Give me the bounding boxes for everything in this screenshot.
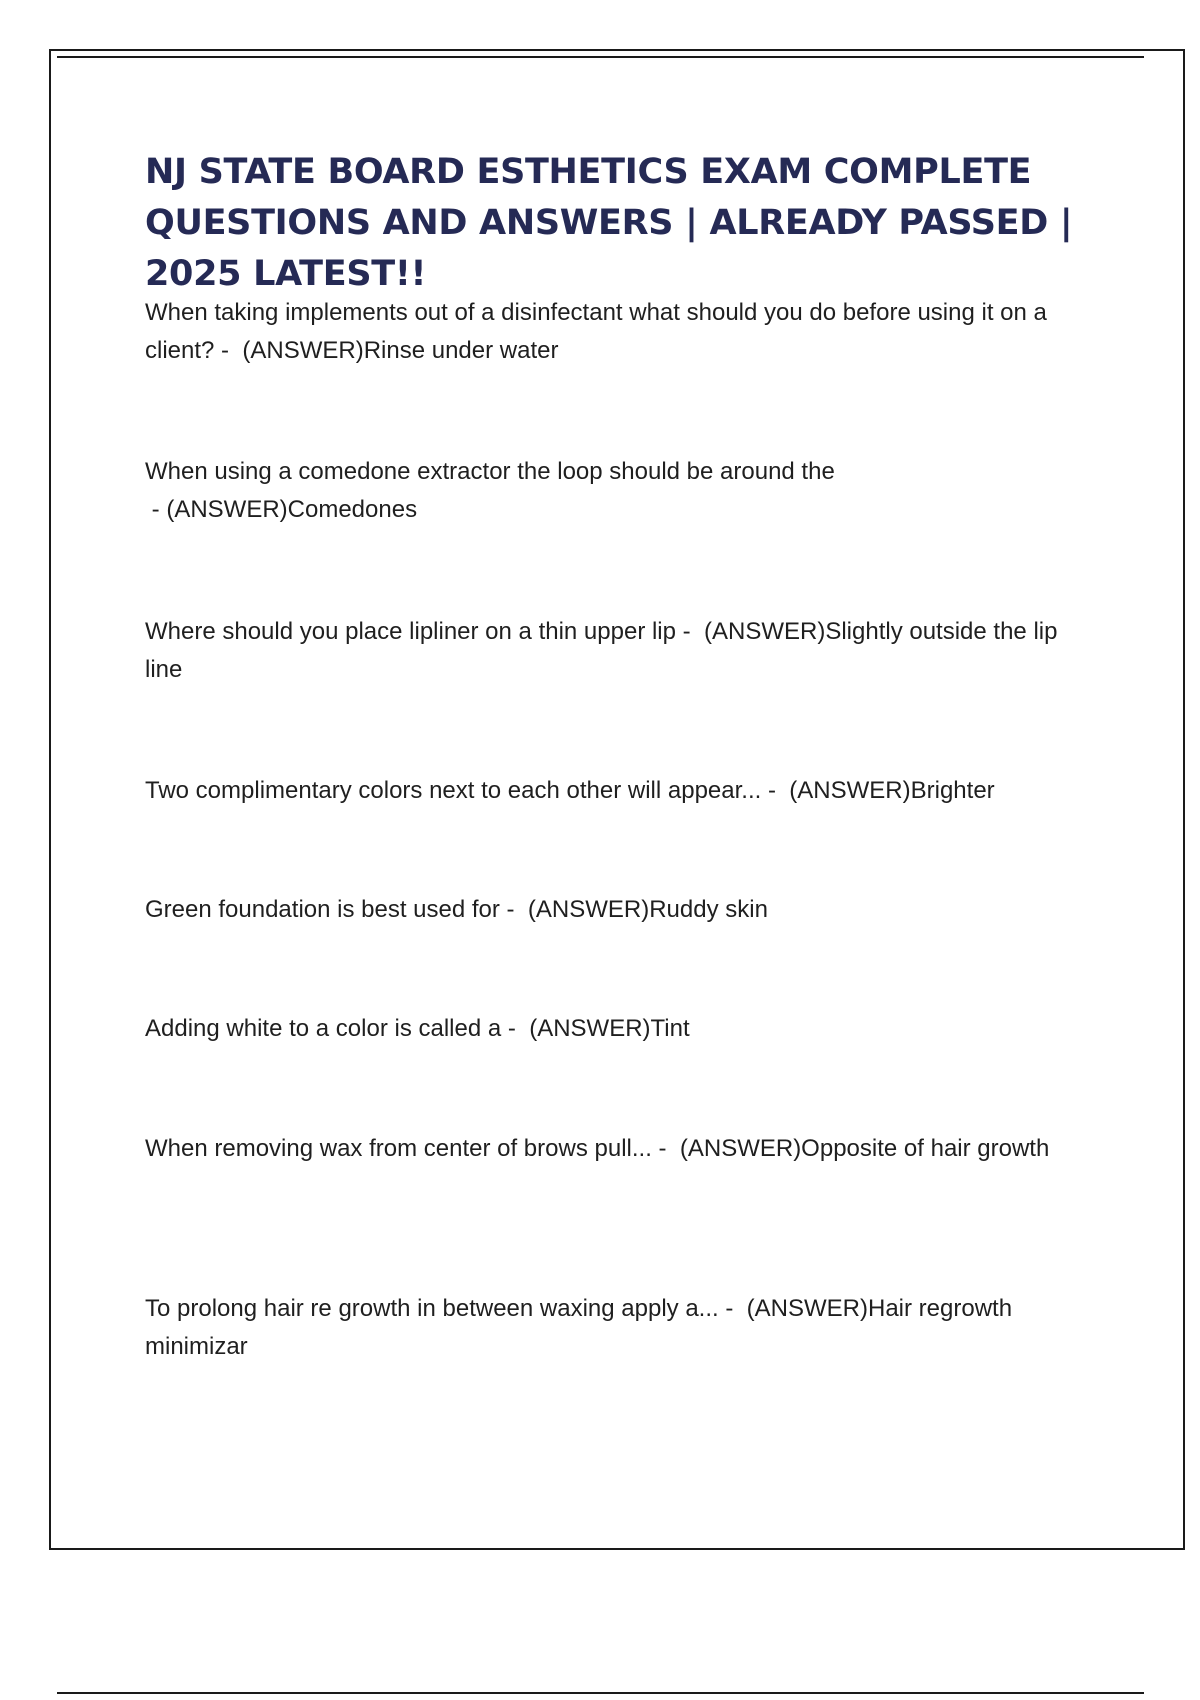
question-text: To prolong hair re growth in between waxing apply a... — [145, 1295, 719, 1322]
answer-text: (ANSWER)Ruddy skin — [527, 896, 768, 923]
qa-item: To prolong hair re growth in between waxing apply a... - (ANSWER)Hair regrowth minimizar — [145, 1295, 1013, 1360]
question-text: When taking implements out of a disinfectant what should you do before using it on a client? — [145, 299, 1047, 364]
answer-text: (ANSWER)Slightly outside the lip line — [145, 618, 1058, 683]
qa-item: Green foundation is best used for - (ANSWER)Ruddy skin — [145, 896, 768, 923]
qa-item: When using a comedone extractor the loop should be around the - (ANSWER)Comedones — [145, 458, 835, 523]
question-text: Adding white to a color is called a — [145, 1015, 502, 1042]
qa-item: Two complimentary colors next to each other will appear... - (ANSWER)Brighter — [145, 777, 995, 804]
question-text: When removing wax from center of brows pull... — [145, 1135, 652, 1162]
qa-item: When removing wax from center of brows pull... - (ANSWER)Opposite of hair growth — [145, 1135, 1050, 1162]
top-rule — [57, 56, 1144, 58]
question-text: When using a comedone extractor the loop should be around the — [145, 458, 835, 485]
question-text: Green foundation is best used for — [145, 896, 500, 923]
qa-item: Adding white to a color is called a - (ANSWER)Tint — [145, 1015, 690, 1042]
document-title: NJ STATE BOARD ESTHETICS EXAM COMPLETE QUESTIONS AND ANSWERS | ALREADY PASSED | 2025 LATEST!! — [145, 152, 1073, 294]
bottom-rule — [57, 1692, 1144, 1694]
question-text: Where should you place lipliner on a thin upper lip — [145, 618, 676, 645]
answer-text: (ANSWER)Comedones — [166, 496, 418, 523]
answer-text: (ANSWER)Hair regrowth minimizar — [145, 1295, 1013, 1360]
qa-item: Where should you place lipliner on a thin upper lip - (ANSWER)Slightly outside the lip line — [145, 618, 1058, 683]
answer-text: (ANSWER)Opposite of hair growth — [679, 1135, 1050, 1162]
question-text: Two complimentary colors next to each other will appear... — [145, 777, 762, 804]
answer-text: (ANSWER)Rinse under water — [242, 337, 559, 364]
qa-item: When taking implements out of a disinfectant what should you do before using it on a client? - (ANSWER)Rinse under water — [145, 299, 1047, 364]
answer-text: (ANSWER)Tint — [529, 1015, 690, 1042]
answer-text: (ANSWER)Brighter — [789, 777, 995, 804]
